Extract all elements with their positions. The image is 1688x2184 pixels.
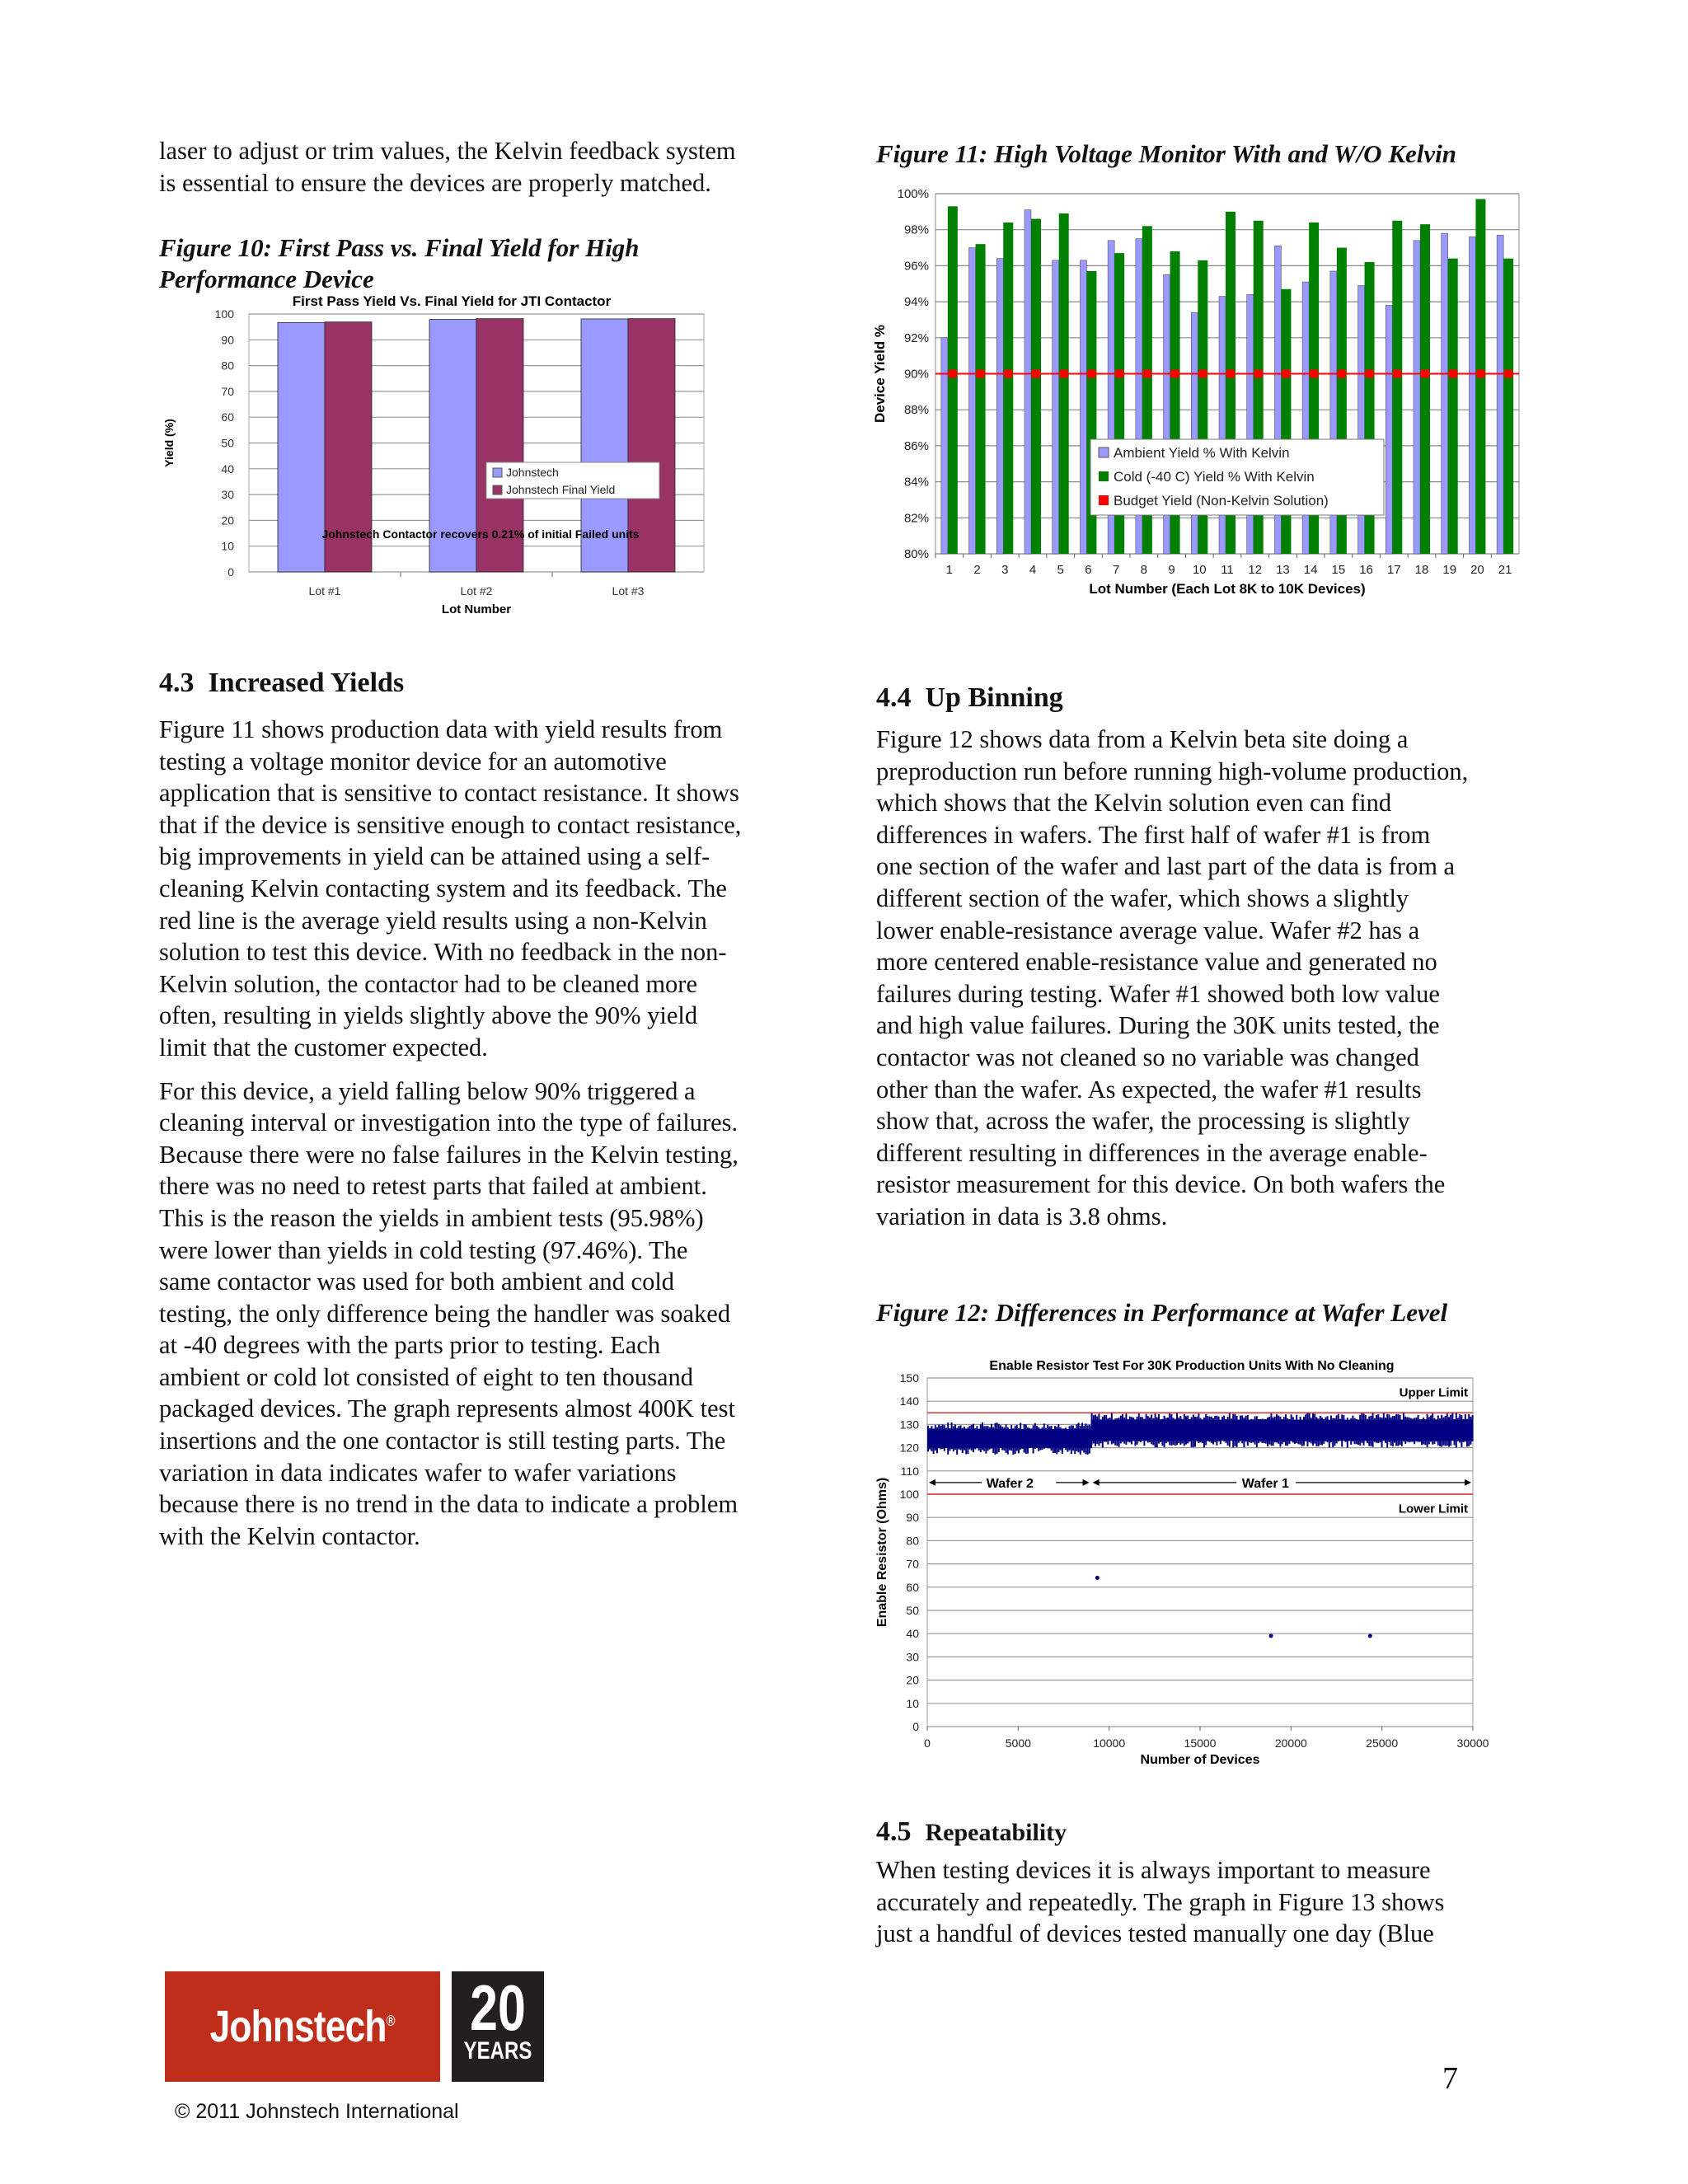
johnstech-logo [165,1971,440,2082]
section-number: 4.4 [876,682,912,713]
svg-text:30: 30 [906,1650,919,1664]
svg-text:Device Yield %: Device Yield % [872,324,888,424]
figure-12-caption [876,1297,1536,1329]
paragraph-line: This is the reason the yields in ambient tests (95.98%) [159,1203,704,1232]
paragraph-line: application that is sensitive to contact resistance. It shows [159,779,739,808]
paragraph-line: insertions and the one contactor is still testing parts. The [159,1427,726,1455]
bar [1059,213,1069,554]
bar [1469,237,1475,554]
paragraph-line: variation in data indicates wafer to wafer variations [159,1458,677,1487]
svg-text:Lot #2: Lot #2 [460,584,493,598]
svg-text:40: 40 [221,462,234,476]
chart-title: First Pass Yield Vs. Final Yield for JTI Contactor [292,293,612,309]
bar [1414,241,1420,554]
section-4-3-heading [159,668,818,699]
paragraph-line: at -40 degrees with the parts prior to testing. Each [159,1331,661,1360]
svg-text:0: 0 [227,565,234,579]
svg-text:20: 20 [221,513,234,527]
paragraph-line: with the Kelvin contactor. [159,1521,420,1550]
svg-text:Cold (-40 C) Yield % With Kelv: Cold (-40 C) Yield % With Kelvin [1114,469,1315,485]
svg-text:100%: 100% [897,187,929,201]
svg-text:40: 40 [906,1627,919,1641]
bar [1420,224,1430,554]
svg-text:130: 130 [899,1418,919,1432]
svg-text:70: 70 [221,384,234,398]
section-number: 4.3 [159,668,195,698]
left-column [159,135,818,199]
svg-text:60: 60 [221,410,234,424]
bar [1392,221,1402,554]
paragraph-line: different section of the wafer, which shows a slightly [876,883,1409,912]
svg-text:20: 20 [906,1673,919,1687]
svg-text:15: 15 [1331,563,1346,577]
svg-text:80%: 80% [903,547,929,561]
svg-text:10: 10 [1192,563,1207,577]
svg-text:10: 10 [906,1696,919,1710]
paragraph-line: red line is the average yield results using a non-Kelvin [159,906,707,935]
svg-text:Johnstech Final Yield: Johnstech Final Yield [506,483,616,496]
section-4-3 [159,668,818,1552]
svg-text:6: 6 [1085,563,1092,577]
logo-text: Johnstech [209,2002,387,2051]
svg-text:90: 90 [906,1511,919,1525]
section-4-5 [876,1816,1536,1950]
bar [1003,223,1013,554]
paragraph-line: which shows that the Kelvin solution even can find [876,789,1392,818]
badge-text: YEARS [463,2037,532,2064]
svg-text:10000: 10000 [1093,1736,1126,1750]
intro-line-1: laser to adjust or trim values, the Kelvin feedback system [159,137,736,165]
svg-text:5000: 5000 [1005,1736,1031,1750]
svg-text:13: 13 [1276,563,1290,577]
svg-text:18: 18 [1414,563,1429,577]
svg-text:100: 100 [214,307,234,321]
svg-text:19: 19 [1442,563,1457,577]
svg-text:30: 30 [221,488,234,502]
paragraph-line: failures during testing. Wafer #1 showed both low value [876,979,1440,1008]
svg-text:Enable Resistor Test For 30K P: Enable Resistor Test For 30K Production Units With No Cleaning [989,1359,1395,1373]
svg-text:86%: 86% [903,438,929,453]
svg-text:50: 50 [906,1604,919,1617]
svg-text:12: 12 [1248,563,1263,577]
svg-text:0: 0 [912,1720,919,1733]
svg-text:14: 14 [1303,563,1318,577]
bar [948,206,958,554]
svg-text:140: 140 [899,1394,919,1408]
paragraph-line: When testing devices it is always important to measure [876,1856,1431,1884]
svg-text:100: 100 [899,1488,919,1501]
svg-text:Yield (%): Yield (%) [162,419,176,467]
paragraph-line: cleaning interval or investigation into the type of failures. [159,1108,738,1137]
svg-text:Johnstech: Johnstech [506,466,559,479]
figure-10-caption-line-1: Figure 10: First Pass vs. Final Yield for High [159,233,640,262]
svg-text:90%: 90% [903,367,929,382]
svg-text:Lot #3: Lot #3 [612,584,645,598]
bar [1025,210,1031,554]
paragraph-line: Figure 12 shows data from a Kelvin beta site doing a [876,725,1409,753]
paragraph-line: lower enable-resistance average value. Wafer #2 has a [876,916,1420,944]
copyright: © 2011 Johnstech International [175,2100,459,2123]
svg-text:21: 21 [1498,563,1512,577]
registered-mark: ® [386,2013,396,2029]
paragraph-line: packaged devices. The graph represents almost 400K test [159,1394,736,1423]
bar [1448,259,1458,554]
svg-text:7: 7 [1112,563,1120,577]
section-4-5-heading [876,1816,1536,1848]
svg-text:15000: 15000 [1184,1736,1217,1750]
bar [996,259,1003,554]
paragraph-line: variation in data is 3.8 ohms. [876,1202,1168,1230]
bar [976,244,986,554]
svg-text:5: 5 [1057,563,1064,577]
bar [278,322,325,572]
svg-text:98%: 98% [903,223,929,237]
paragraph-line: For this device, a yield falling below 90% triggered a [159,1076,696,1105]
svg-text:50: 50 [221,436,234,450]
paragraph-line: different resulting in differences in the average enable- [876,1138,1428,1167]
svg-text:110: 110 [900,1464,919,1478]
paragraph-line: there was no need to retest parts that failed at ambient. [159,1172,707,1201]
svg-text:94%: 94% [903,295,929,310]
svg-text:96%: 96% [903,259,929,274]
svg-text:Wafer 2: Wafer 2 [986,1476,1034,1491]
svg-text:16: 16 [1359,563,1373,577]
svg-text:11: 11 [1221,563,1234,577]
svg-text:Number of Devices: Number of Devices [1140,1753,1260,1767]
svg-text:84%: 84% [903,475,929,490]
svg-text:150: 150 [899,1371,919,1385]
paragraph-line: limit that the customer expected. [159,1033,488,1062]
svg-text:1: 1 [945,563,954,577]
svg-text:20: 20 [1470,563,1484,577]
paragraph-line: one section of the wafer and last part of the data is from a [876,852,1456,881]
outlier-point [1269,1634,1273,1638]
svg-text:30000: 30000 [1456,1736,1489,1750]
svg-text:Johnstech Contactor recovers 0: Johnstech Contactor recovers 0.21% of initial Failed units [321,527,640,541]
paragraph-line: Figure 11 shows production data with yield results from [159,715,723,743]
svg-text:4: 4 [1029,563,1037,577]
svg-text:Lot #1: Lot #1 [308,584,341,598]
intro-line-2: is essential to ensure the devices are properly matched. [159,168,711,197]
svg-text:Lot Number (Each Lot 8K to 10K: Lot Number (Each Lot 8K to 10K Devices) [1089,581,1366,597]
paragraph-line: and high value failures. During the 30K units tested, the [876,1011,1440,1040]
svg-text:Upper Limit: Upper Limit [1399,1385,1468,1400]
bar [1497,235,1503,554]
section-4-4-heading [876,682,1536,714]
paragraph-line: Because there were no false failures in the Kelvin testing, [159,1140,738,1169]
svg-text:Lot Number: Lot Number [441,602,512,616]
paragraph-line: solution to test this device. With no feedback in the non- [159,938,727,967]
twenty-years-badge [452,1971,544,2082]
figure-11-chart [870,177,1537,622]
paragraph-line: contactor was not cleaned so no variable was changed [876,1043,1419,1071]
paragraph-line: ambient or cold lot consisted of eight to ten thousand [159,1362,694,1391]
svg-text:Enable Resistor (Ohms): Enable Resistor (Ohms) [875,1477,889,1628]
section-4-3-paragraph-2 [159,1076,818,1553]
bar [1442,233,1448,554]
bar [1191,312,1198,554]
section-title: Increased Yields [208,668,405,698]
svg-text:9: 9 [1168,563,1175,577]
paragraph-line: because there is no trend in the data to indicate a problem [159,1490,738,1519]
bar [1386,305,1392,554]
svg-text:Ambient Yield % With Kelvin: Ambient Yield % With Kelvin [1114,445,1290,461]
bar [1503,259,1513,554]
svg-text:92%: 92% [903,330,929,345]
outlier-point [1095,1576,1100,1580]
svg-text:88%: 88% [903,403,929,418]
paragraph-line: were lower than yields in cold testing (97.46%). The [159,1235,688,1264]
figure-10-caption-line-2: Performance Device [159,265,374,293]
svg-text:17: 17 [1386,563,1401,577]
bar [1053,260,1059,554]
paragraph-line: accurately and repeatedly. The graph in Figure 13 shows [876,1887,1445,1916]
paragraph-line: preproduction run before running high-volume production, [876,757,1469,785]
paragraph-line: other than the wafer. As expected, the wafer #1 results [876,1075,1422,1104]
paragraph-line: just a handful of devices tested manually one day (Blue [876,1919,1434,1948]
section-title: Up Binning [925,682,1063,713]
svg-text:0: 0 [924,1736,931,1750]
svg-text:25000: 25000 [1366,1736,1399,1750]
svg-text:Lower Limit: Lower Limit [1398,1502,1468,1516]
bar [1031,219,1041,554]
paragraph-line: cleaning Kelvin contacting system and its feedback. The [159,874,727,902]
paragraph-line: differences in wafers. The first half of wafer #1 is from [876,820,1431,849]
figure-12-caption-text: Figure 12: Differences in Performance at Wafer Level [876,1298,1448,1327]
svg-text:120: 120 [899,1441,919,1455]
outlier-point [1368,1634,1372,1638]
figure-11-caption [876,138,1536,170]
paragraph-line: often, resulting in yields slightly above the 90% yield [159,1001,698,1030]
svg-text:Budget Yield (Non-Kelvin Solut: Budget Yield (Non-Kelvin Solution) [1114,493,1329,509]
figure-10-caption [159,232,818,295]
bar [941,338,948,554]
paragraph-line: testing, the only difference being the handler was soaked [159,1299,731,1328]
svg-text:10: 10 [221,539,234,553]
section-title: Repeatability [925,1819,1067,1846]
svg-text:Wafer 1: Wafer 1 [1241,1476,1289,1491]
svg-text:90: 90 [221,333,234,347]
paragraph-line: testing a voltage monitor device for an automotive [159,747,667,776]
section-4-4-paragraph [876,724,1536,1233]
figure-11-caption-text: Figure 11: High Voltage Monitor With and W/O Kelvin [876,139,1456,168]
paragraph-line: show that, across the wafer, the processing is slightly [876,1107,1410,1136]
svg-text:8: 8 [1140,563,1148,577]
bar [1080,260,1086,554]
svg-text:2: 2 [973,563,981,577]
paragraph-line: big improvements in yield can be attained using a self- [159,842,710,871]
figure-12-chart [870,1352,1496,1772]
section-4-5-paragraph [876,1854,1536,1950]
svg-text:80: 80 [906,1534,919,1548]
svg-text:70: 70 [906,1557,919,1571]
paragraph-line: more centered enable-resistance value and generated no [876,948,1437,977]
paragraph-line: that if the device is sensitive enough to contact resistance, [159,810,742,839]
section-4-3-paragraph-1 [159,714,818,1064]
figure-10-chart [157,293,734,630]
svg-text:20000: 20000 [1274,1736,1307,1750]
svg-text:80: 80 [221,359,234,373]
paragraph-line: Kelvin solution, the contactor had to be cleaned more [159,969,697,998]
svg-text:3: 3 [1001,563,1009,577]
paragraph-line: same contactor was used for both ambient and cold [159,1268,675,1296]
badge-number: 20 [470,1971,526,2044]
page-number: 7 [1442,2061,1458,2096]
paragraph-line: resistor measurement for this device. On both wafers the [876,1170,1446,1199]
bar [969,248,976,554]
svg-text:60: 60 [906,1580,919,1594]
svg-text:82%: 82% [903,511,929,526]
section-4-4 [876,682,1536,1233]
section-number: 4.5 [876,1816,912,1847]
